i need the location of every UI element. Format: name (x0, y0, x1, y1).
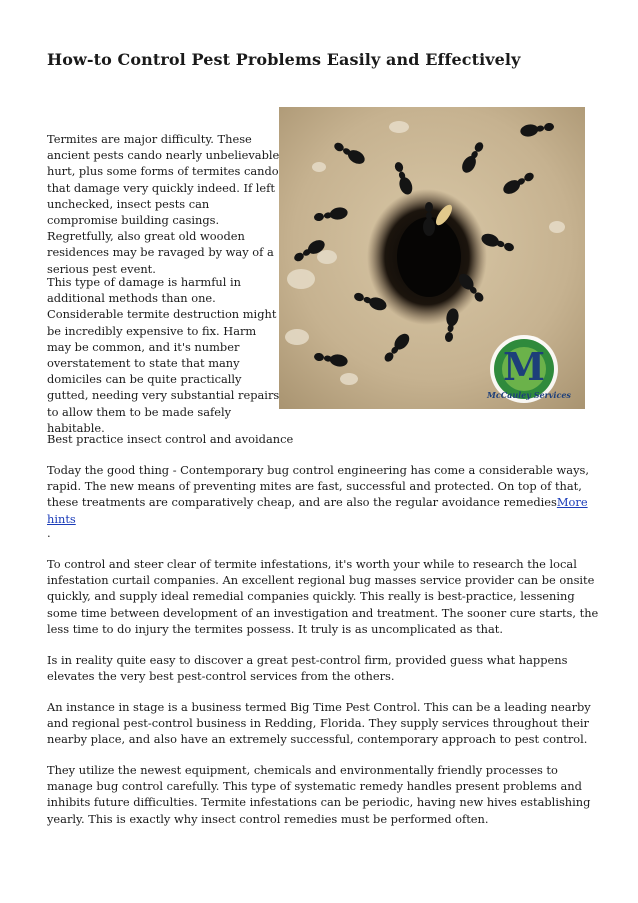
logo-caption: McCauley Services (487, 390, 571, 400)
paragraph-4-text: Today the good thing - Contemporary bug control engineering has come a considerable ways, rapid. The new means of preventing mites are fast, successful and protected. On top of that, these treatments are comparatively cheap, and are also the regular avoidance remedies (47, 463, 589, 510)
paragraph-4 (47, 462, 599, 527)
ants-nest-photo (279, 107, 585, 409)
paragraph-8: An instance in stage is a business termed Big Time Pest Control. This can be a leading nearby and regional pest-control business in Redding, Florida. They supply services throughout their nearby place, and also have an extremely successful, contemporary approach to pest control. (47, 700, 591, 747)
paragraph-1: Termites are major difficulty. These ancient pests cando nearly unbelievable hurt, plus some forms of termites cando that damage very quickly indeed. If left unchecked, insect pests can compromise building casings. Regretfully, also great old wooden residences may be ravaged by way of a serious pest event. (47, 132, 280, 276)
paragraph-5: . (47, 526, 51, 540)
paragraph-6: To control and steer clear of termite infestations, it's worth your while to research the local infestation curtail companies. An excellent regional bug masses service provider can be onsite quickly, and supply ideal remedial companies quickly. This really is best-practice, lessening some time between development of an investigation and treatment. The sooner cure starts, the less time to do injury the termites possess. It truly is as uncomplicated as that. (47, 557, 599, 636)
paragraph-2: This type of damage is harmful in additional methods than one. Considerable termite destruction might be incredibly expensive to fix. Harm may be common, and it's number overstatement to state that many domiciles can be quite practically gutted, needing very substantial repairs to allow them to be made safely habitable. (47, 275, 280, 435)
paragraph-7: Is in reality quite easy to discover a great pest-control firm, provided guess what happens elevates the very best pest-control services from the others. (47, 653, 568, 684)
page-title: How-to Control Pest Problems Easily and Effectively (47, 50, 521, 69)
paragraph-3: Best practice insect control and avoidance (47, 432, 294, 446)
more-hints-link[interactable]: More hints (47, 495, 588, 526)
logo-letter: M (502, 344, 546, 389)
paragraph-9: They utilize the newest equipment, chemicals and environmentally friendly processes to manage bug control carefully. This type of systematic remedy handles present problems and inhibits future difficulties. Termite infestations can be periodic, having new hives establishing yearly. This is exactly why insect control remedies must be performed often. (47, 763, 591, 826)
